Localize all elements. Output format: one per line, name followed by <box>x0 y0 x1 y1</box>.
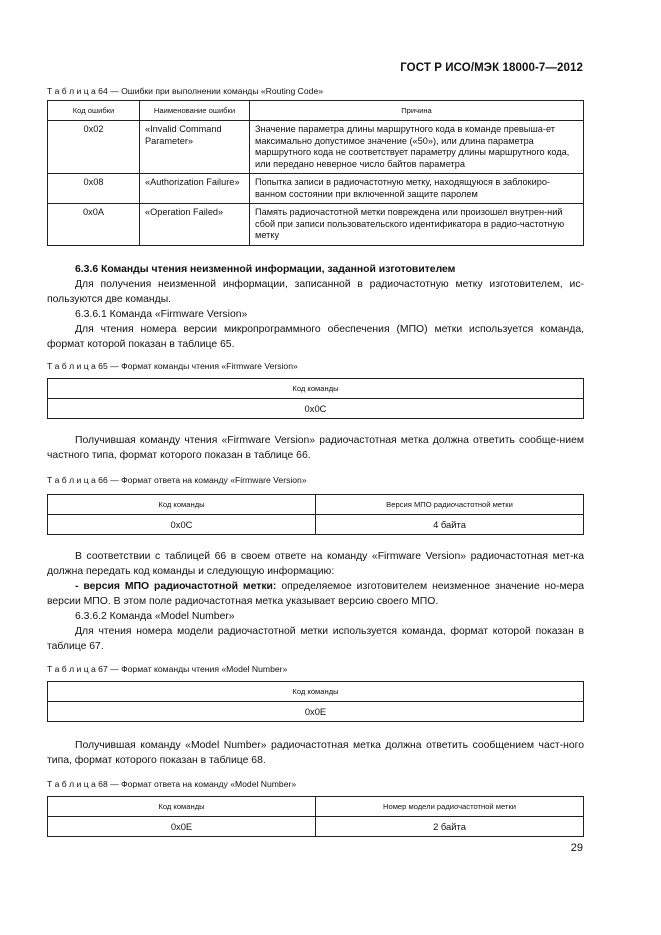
table-67-caption <box>47 664 287 674</box>
page-number: 29 <box>570 842 583 854</box>
firmware-version-value: 4 байта <box>316 515 584 535</box>
command-code-value: 0x0C <box>48 515 316 535</box>
table-row <box>48 121 584 174</box>
reason-cell: Попытка записи в радиочастотную метку, находящуюся в заблокиро-ванном состоянии при включенной защите паролем <box>250 174 584 204</box>
table-64 <box>47 100 584 246</box>
model-number-value: 2 байта <box>316 817 584 837</box>
table-64-caption <box>47 86 323 96</box>
caption-text: 64 — Ошибки при выполнении команды «Routing Code» <box>95 86 324 96</box>
caption-text: 66 — Формат ответа на команду «Firmware Version» <box>95 475 307 485</box>
column-header-command-code: Код команды <box>48 495 316 515</box>
command-code-value: 0x0C <box>48 399 584 419</box>
reason-cell: Память радиочастотной метки повреждена или произошел внутрен-ний сбой при записи пользовательского идентификатора в радио-частотную метку <box>250 204 584 246</box>
caption-text: 65 — Формат команды чтения «Firmware Version» <box>95 361 298 371</box>
subsection-heading: 6.3.6.2 Команда «Model Number» <box>75 611 235 622</box>
term-description: определяемое изготовителем неизменное значение но-мера версии МПО. В этом поле радиочастотная метка указывает версию своего МПО. <box>47 581 584 607</box>
paragraph: В соответствии с таблицей 66 в своем ответе на команду «Firmware Version» радиочастотная мет-ка должна передать код команды и следующую информацию: <box>47 551 584 577</box>
bold-term: - версия МПО радиочастотной метки: <box>75 581 277 592</box>
paragraph: Получившая команду чтения «Firmware Version» радиочастотная метка должна ответить сообще-нием частного типа, формат которого показан в таблице 66. <box>47 435 584 461</box>
caption-prefix: Т а б л и ц а <box>47 779 96 789</box>
paragraph: Для получения неизменной информации, записанной в радиочастотную метку изготовителем, ис-пользуются две команды. <box>47 279 584 305</box>
column-header-error-code: Код ошибки <box>48 101 140 121</box>
error-name-cell: «Operation Failed» <box>140 204 250 246</box>
column-header-reason: Причина <box>250 101 584 121</box>
table-67 <box>47 681 584 722</box>
table-68-caption <box>47 779 296 789</box>
caption-text: 67 — Формат команды чтения «Model Number» <box>95 664 288 674</box>
section-heading: 6.3.6 Команды чтения неизменной информации, заданной изготовителем <box>75 264 456 275</box>
subsection-heading: 6.3.6.1 Команда «Firmware Version» <box>75 309 248 320</box>
caption-prefix: Т а б л и ц а <box>47 664 96 674</box>
table-65 <box>47 378 584 419</box>
caption-prefix: Т а б л и ц а <box>47 361 96 371</box>
error-name-cell: «Invalid Command Parameter» <box>140 121 250 174</box>
paragraph: Для чтения номера модели радиочастотной метки используется команда, формат которой показан в таблице 67. <box>47 626 584 652</box>
caption-text: 68 — Формат ответа на команду «Model Number» <box>95 779 297 789</box>
paragraph: Получившая команду «Model Number» радиочастотная метка должна ответить сообщением част-ного типа, формат которого показан в таблице 68. <box>47 740 584 766</box>
table-65-caption <box>47 361 298 371</box>
caption-prefix: Т а б л и ц а <box>47 86 96 96</box>
column-header-command-code: Код команды <box>48 379 584 399</box>
document-header: ГОСТ Р ИСО/МЭК 18000-7—2012 <box>400 62 583 74</box>
command-code-value: 0x0E <box>48 817 316 837</box>
column-header-error-name: Наименование ошибки <box>140 101 250 121</box>
table-66 <box>47 494 584 535</box>
paragraph: Для чтения номера версии микропрограммного обеспечения (МПО) метки используется команда, формат которой показан в таблице 65. <box>47 324 584 350</box>
table-row <box>48 174 584 204</box>
error-code-cell: 0x02 <box>48 121 140 174</box>
error-code-cell: 0x08 <box>48 174 140 204</box>
table-row <box>48 204 584 246</box>
reason-cell: Значение параметра длины маршрутного кода в команде превыша-ет максимально допустимое значение («50»), или длина параметра маршрутного кода не соответствует параметру длины маршрутного кода, или передано неверное число байтов параметра <box>250 121 584 174</box>
caption-prefix: Т а б л и ц а <box>47 475 96 485</box>
paragraph <box>47 579 584 609</box>
column-header-command-code: Код команды <box>48 797 316 817</box>
error-code-cell: 0x0A <box>48 204 140 246</box>
error-name-cell: «Authorization Failure» <box>140 174 250 204</box>
table-66-caption <box>47 475 307 485</box>
column-header-command-code: Код команды <box>48 682 584 702</box>
table-68 <box>47 796 584 837</box>
command-code-value: 0x0E <box>48 702 584 722</box>
column-header-model-number: Номер модели радиочастотной метки <box>316 797 584 817</box>
column-header-firmware-version: Версия МПО радиочастотной метки <box>316 495 584 515</box>
